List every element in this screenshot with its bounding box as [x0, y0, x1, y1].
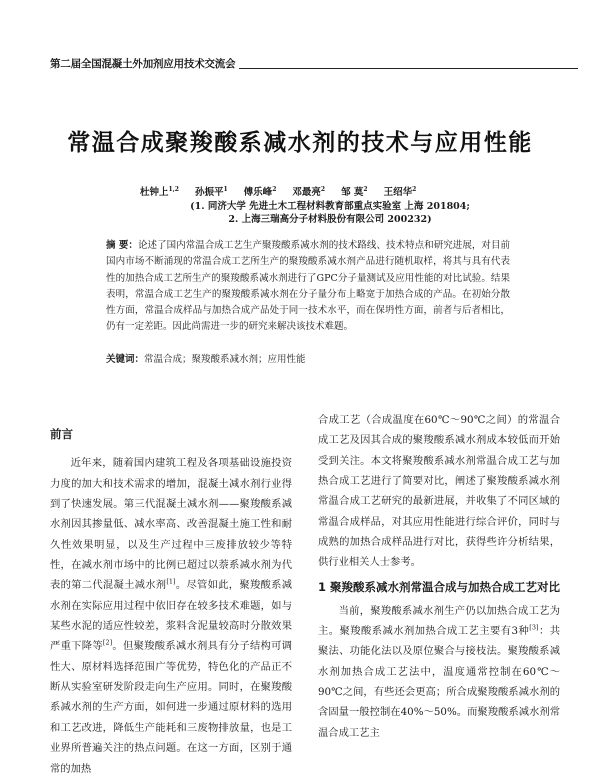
citation: [1]: [166, 577, 176, 586]
citation: [2]: [102, 639, 113, 648]
author: 王绍华$^2$: [383, 185, 417, 198]
left-column: [50, 410, 292, 779]
affiliation-1: (1. 同济大学 先进土木工程材料教育部重点实验室 上海 201804;: [190, 201, 470, 212]
header-rule: [239, 68, 578, 69]
author-list: [140, 184, 520, 198]
paper-title: 常温合成聚羧酸系减水剂的技术与应用性能: [67, 130, 533, 156]
conference-name: 第二届全国混凝土外加剂应用技术交流会: [50, 58, 236, 70]
intro-heading: 前言: [50, 427, 73, 441]
section-1-paragraph: 当前，聚羧酸系减水剂生产仍以加热合成工艺为主。聚羧酸系减水剂加热合成工艺主要有3种[3]：共聚法、功能化法以及原位聚合与接枝法。聚羧酸系减水剂加热合成工艺法中，温度通常控制在60℃～90℃之间，有些还会更高；所合成聚羧酸系减水剂的含固量一般控制在40%～50%。而聚羧酸系减水剂常温合成工艺主: [318, 604, 561, 739]
author: 傅乐峰$^2$: [243, 185, 277, 198]
keywords-text: 常温合成；聚羧酸系减水剂；应用性能: [144, 354, 306, 365]
running-header: [50, 56, 578, 71]
intro-paragraph-continued: 合成工艺（合成温度在60℃～90℃之间）的常温合成工艺及因其合成的聚羧酸系减水剂成本较低而开始受到关注。本文将聚羧酸系减水剂常温合成工艺与加热合成工艺进行了简要对比，阐述了聚羧酸系减水剂常温合成工艺研究的最新进展，并收集了不同区域的常温合成样品，对其应用性能进行综合评价，同时与成熟的加热合成样品进行对比，获得些许分析结果，供行业相关人士参考。: [318, 414, 560, 569]
keywords: [106, 352, 510, 368]
section-1-heading: 1 聚羧酸系减水剂常温合成与加热合成工艺对比: [318, 579, 561, 594]
abstract: [106, 238, 510, 336]
abstract-label: 摘 要：: [106, 240, 138, 251]
author: 孙振平$^1$: [194, 185, 228, 198]
right-column: [318, 410, 560, 743]
intro-paragraph: 近年来，随着国内建筑工程及各项基础设施投资力度的加大和技术需求的增加，混凝土减水剂行业得到了快速发展。第三代混凝土减水剂——聚羧酸系减水剂因其掺量低、减水率高、改善混凝土施工性和耐久性效果明显，以及生产过程中三废排放较少等特性，在减水剂市场中的比例已超过以萘系减水剂为代表的第二代混凝土减水剂[1]。尽管如此，聚羧酸系减水剂在实际应用过程中依旧存在较多技术难题，如与某些水泥的适应性较差，浆料含泥量较高时分散效果严重下降等[2]。但聚羧酸系减水剂具有分子结构可调性大、原材料选择范围广等优势，特色化的产品正不断从实验室研发阶段走向生产应用。同时，在聚羧酸系减水剂的生产方面，如何进一步通过原材料的选用和工艺改进，降低生产能耗和三废物排放量，也是工业界所普遍关注的热点问题。在这一方面，区别于通常的加热: [50, 457, 293, 775]
citation: [3]: [529, 623, 539, 632]
affiliation-2: 2. 上海三瑞高分子材料股份有限公司 200232): [228, 214, 432, 225]
keywords-label: 关键词：: [106, 354, 145, 365]
author: 杜钟上$^{1,2}$: [140, 185, 179, 198]
author: 邹 莫$^2$: [341, 185, 368, 198]
author: 邓最亮$^2$: [292, 185, 326, 198]
abstract-text: 论述了国内常温合成工艺生产聚羧酸系减水剂的技术路线、技术特点和研究进展，对目前国内市场不断涌现的常温合成工艺所生产的聚羧酸系减水剂产品进行随机取样，将其与具有代表性的加热合成工艺所生产的聚羧酸系减水剂进行了GPC分子量测试及应用性能的对比试验。结果表明，常温合成工艺生产的聚羧酸系减水剂在分子量分布上略宽于加热合成的产品。在初始分散性方面，常温合成样品与加热合成产品处于同一技术水平，而在保坍性方面，前者与后者相比，仍有一定差距。因此尚需进一步的研究来解决该技术难题。: [106, 240, 510, 333]
